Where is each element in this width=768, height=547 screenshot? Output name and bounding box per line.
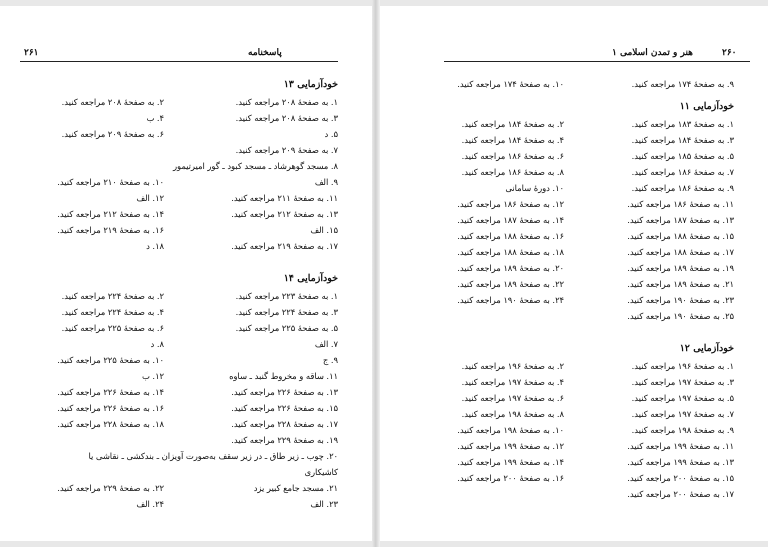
answer-item: ۹. به صفحهٔ ۱۹۸ مراجعه کنید. bbox=[631, 425, 734, 435]
answer-item: ۴. ب bbox=[146, 113, 164, 123]
answer-item: ۲۱. مسجد جامع کبیر یزد bbox=[253, 483, 338, 493]
answer-item: ۱۰. به صفحهٔ ۲۱۰ مراجعه کنید. bbox=[57, 177, 164, 187]
answer-item: ۱۴. به صفحهٔ ۱۹۹ مراجعه کنید. bbox=[457, 457, 564, 467]
answer-item: ۱۷. به صفحهٔ ۲۱۹ مراجعه کنید. bbox=[231, 241, 338, 251]
answer-item: ۶. به صفحهٔ ۱۸۶ مراجعه کنید. bbox=[461, 151, 564, 161]
answer-item: ۹. به صفحهٔ ۱۸۶ مراجعه کنید. bbox=[631, 183, 734, 193]
answer-item: ۷. به صفحهٔ ۱۹۷ مراجعه کنید. bbox=[631, 409, 734, 419]
answer-item: ۶. به صفحهٔ ۲۲۵ مراجعه کنید. bbox=[61, 323, 164, 333]
answer-item: ۱۳. به صفحهٔ ۱۸۷ مراجعه کنید. bbox=[627, 215, 734, 225]
answer-item: ۱۹. به صفحهٔ ۲۲۹ مراجعه کنید. bbox=[231, 435, 338, 445]
answer-item: ۲. به صفحهٔ ۱۹۶ مراجعه کنید. bbox=[461, 361, 564, 371]
right-page-number: ۲۶۰ bbox=[722, 48, 737, 58]
answer-item: ۱. به صفحهٔ ۱۸۳ مراجعه کنید. bbox=[631, 119, 734, 129]
left-col-b bbox=[57, 94, 164, 512]
answer-item: ۲۰. به صفحهٔ ۱۸۹ مراجعه کنید. bbox=[457, 263, 564, 273]
answer-item: ۱۵. به صفحهٔ ۲۰۰ مراجعه کنید. bbox=[627, 473, 734, 483]
answer-item bbox=[457, 486, 564, 502]
answer-item: ۱۲. الف bbox=[136, 193, 164, 203]
book-spine bbox=[372, 0, 380, 547]
answer-item: ۱۶. به صفحهٔ ۲۱۹ مراجعه کنید. bbox=[57, 225, 164, 235]
right-col-a bbox=[627, 76, 734, 502]
answer-item: ۱۹. به صفحهٔ ۱۸۹ مراجعه کنید. bbox=[627, 263, 734, 273]
answer-item: ۲۳. الف bbox=[310, 499, 338, 509]
answer-item: ۱۱. به صفحهٔ ۲۱۱ مراجعه کنید. bbox=[231, 193, 338, 203]
answer-item: ۷. به صفحهٔ ۲۰۹ مراجعه کنید. bbox=[235, 145, 338, 155]
answer-item: ۴. به صفحهٔ ۱۹۷ مراجعه کنید. bbox=[461, 377, 564, 387]
answer-item: ۴. به صفحهٔ ۱۸۴ مراجعه کنید. bbox=[461, 135, 564, 145]
answer-item: ۱۰. به صفحهٔ ۲۲۵ مراجعه کنید. bbox=[57, 355, 164, 365]
answer-item: ۱۴. به صفحهٔ ۲۲۶ مراجعه کنید. bbox=[57, 387, 164, 397]
answer-item: ۱۸. د bbox=[146, 241, 164, 251]
answer-item: ۷. الف bbox=[314, 339, 338, 349]
answer-item: ۲۳. به صفحهٔ ۱۹۰ مراجعه کنید. bbox=[627, 295, 734, 305]
answer-item-full: ۸. مسجد گوهرشاد ـ مسجد کبود ـ گور امیرتیمور bbox=[173, 161, 338, 171]
right-header-rule bbox=[444, 61, 750, 62]
answer-item: ۱۷. به صفحهٔ ۲۰۰ مراجعه کنید. bbox=[627, 489, 734, 499]
answer-item: ۱۰. به صفحهٔ ۱۷۴ مراجعه کنید. bbox=[457, 79, 564, 89]
answer-item: ۸. به صفحهٔ ۱۹۸ مراجعه کنید. bbox=[461, 409, 564, 419]
section-title-11: خودآزمایی ۱۱ bbox=[679, 101, 734, 112]
answer-item: ۶. به صفحهٔ ۱۹۷ مراجعه کنید. bbox=[461, 393, 564, 403]
answer-item: ۱. به صفحهٔ ۲۲۳ مراجعه کنید. bbox=[235, 291, 338, 301]
answer-item: ۲. به صفحهٔ ۱۸۴ مراجعه کنید. bbox=[461, 119, 564, 129]
answer-item: ۱. به صفحهٔ ۱۹۶ مراجعه کنید. bbox=[631, 361, 734, 371]
answer-item: ۱. به صفحهٔ ۲۰۸ مراجعه کنید. bbox=[235, 97, 338, 107]
answer-item: ۱۸. به صفحهٔ ۲۲۸ مراجعه کنید. bbox=[57, 419, 164, 429]
left-page-number: ۲۶۱ bbox=[24, 48, 39, 58]
answer-item bbox=[57, 432, 164, 448]
answer-item: ۱۶. به صفحهٔ ۱۸۸ مراجعه کنید. bbox=[457, 231, 564, 241]
left-header-title: پاسخنامه bbox=[248, 48, 282, 58]
answer-item: ۱۶. به صفحهٔ ۲۲۶ مراجعه کنید. bbox=[57, 403, 164, 413]
answer-item: ۱۱. به صفحهٔ ۱۹۹ مراجعه کنید. bbox=[627, 441, 734, 451]
answer-item: ۲. به صفحهٔ ۲۰۸ مراجعه کنید. bbox=[61, 97, 164, 107]
answer-item: ۱۵. به صفحهٔ ۲۲۶ مراجعه کنید. bbox=[231, 403, 338, 413]
right-header-title: هنر و تمدن اسلامی ۱ bbox=[612, 48, 693, 58]
answer-item: ۸. به صفحهٔ ۱۸۶ مراجعه کنید. bbox=[461, 167, 564, 177]
answer-item: ۱۳. به صفحهٔ ۲۱۲ مراجعه کنید. bbox=[231, 209, 338, 219]
right-col-b bbox=[457, 76, 564, 502]
answer-item: ۳. به صفحهٔ ۲۰۸ مراجعه کنید. bbox=[235, 113, 338, 123]
answer-item: ۱۳. به صفحهٔ ۲۲۶ مراجعه کنید. bbox=[231, 387, 338, 397]
answer-item bbox=[57, 142, 164, 158]
answer-item: ۹. الف bbox=[314, 177, 338, 187]
answer-item: ۱۱. ساقه و مخروط گنبد ـ ساوه bbox=[229, 371, 338, 381]
answer-item: ۹. به صفحهٔ ۱۷۴ مراجعه کنید. bbox=[631, 79, 734, 89]
answer-item: ۱۲. ب bbox=[141, 371, 164, 381]
answer-item: ۱۷. به صفحهٔ ۱۸۸ مراجعه کنید. bbox=[627, 247, 734, 257]
answer-item: ۴. به صفحهٔ ۲۲۴ مراجعه کنید. bbox=[61, 307, 164, 317]
section-title-13: خودآزمایی ۱۳ bbox=[283, 79, 338, 90]
answer-item: ۱۵. به صفحهٔ ۱۸۸ مراجعه کنید. bbox=[627, 231, 734, 241]
answer-item: ۱۲. به صفحهٔ ۱۸۶ مراجعه کنید. bbox=[457, 199, 564, 209]
answer-item: ۵. به صفحهٔ ۱۸۵ مراجعه کنید. bbox=[631, 151, 734, 161]
answer-item: ۵. به صفحهٔ ۱۹۷ مراجعه کنید. bbox=[631, 393, 734, 403]
answer-item: ۲۵. به صفحهٔ ۱۹۰ مراجعه کنید. bbox=[627, 311, 734, 321]
answer-item: ۵. به صفحهٔ ۲۲۵ مراجعه کنید. bbox=[235, 323, 338, 333]
answer-item: ۷. به صفحهٔ ۱۸۶ مراجعه کنید. bbox=[631, 167, 734, 177]
answer-item: ۱۸. به صفحهٔ ۱۸۸ مراجعه کنید. bbox=[457, 247, 564, 257]
answer-item: ۱۴. به صفحهٔ ۲۱۲ مراجعه کنید. bbox=[57, 209, 164, 219]
answer-item: ۵. د bbox=[324, 129, 338, 139]
answer-item: ۱۵. الف bbox=[310, 225, 338, 235]
left-page bbox=[0, 0, 372, 547]
answer-item: ۳. به صفحهٔ ۱۸۴ مراجعه کنید. bbox=[631, 135, 734, 145]
answer-item: ۱۶. به صفحهٔ ۲۰۰ مراجعه کنید. bbox=[457, 473, 564, 483]
right-page bbox=[380, 0, 768, 547]
answer-item: ۲۲. به صفحهٔ ۱۸۹ مراجعه کنید. bbox=[457, 279, 564, 289]
answer-item: ۳. به صفحهٔ ۲۲۴ مراجعه کنید. bbox=[235, 307, 338, 317]
answer-item: ۱۱. به صفحهٔ ۱۸۶ مراجعه کنید. bbox=[627, 199, 734, 209]
section-title-14: خودآزمایی ۱۴ bbox=[283, 273, 338, 284]
answer-item: ۱۴. به صفحهٔ ۱۸۷ مراجعه کنید. bbox=[457, 215, 564, 225]
answer-item: ۲۱. به صفحهٔ ۱۸۹ مراجعه کنید. bbox=[627, 279, 734, 289]
answer-item: ۱۰. به صفحهٔ ۱۹۸ مراجعه کنید. bbox=[457, 425, 564, 435]
answer-item: ۸. د bbox=[150, 339, 164, 349]
answer-item: ۲۴. الف bbox=[136, 499, 164, 509]
answer-item: ۳. به صفحهٔ ۱۹۷ مراجعه کنید. bbox=[631, 377, 734, 387]
answer-item: ۹. ج bbox=[322, 355, 338, 365]
answer-item: ۲۲. به صفحهٔ ۲۲۹ مراجعه کنید. bbox=[57, 483, 164, 493]
answer-item: ۱۳. به صفحهٔ ۱۹۹ مراجعه کنید. bbox=[627, 457, 734, 467]
answer-item: ۱۰. دورهٔ سامانی bbox=[505, 183, 564, 193]
left-header-rule bbox=[20, 61, 338, 62]
answer-item: ۲. به صفحهٔ ۲۲۴ مراجعه کنید. bbox=[61, 291, 164, 301]
answer-item-full: کاشیکاری bbox=[304, 467, 338, 477]
answer-item bbox=[457, 308, 564, 324]
answer-item: ۱۲. به صفحهٔ ۱۹۹ مراجعه کنید. bbox=[457, 441, 564, 451]
answer-item: ۱۷. به صفحهٔ ۲۲۸ مراجعه کنید. bbox=[231, 419, 338, 429]
answer-item: ۲۴. به صفحهٔ ۱۹۰ مراجعه کنید. bbox=[457, 295, 564, 305]
answer-item: ۶. به صفحهٔ ۲۰۹ مراجعه کنید. bbox=[61, 129, 164, 139]
answer-item-full: ۲۰. چوب ـ زیر طاق ـ در زیر سقف به‌صورت آویزان ـ بندکشی ـ نقاشی یا bbox=[88, 451, 338, 461]
section-title-12: خودآزمایی ۱۲ bbox=[679, 343, 734, 354]
